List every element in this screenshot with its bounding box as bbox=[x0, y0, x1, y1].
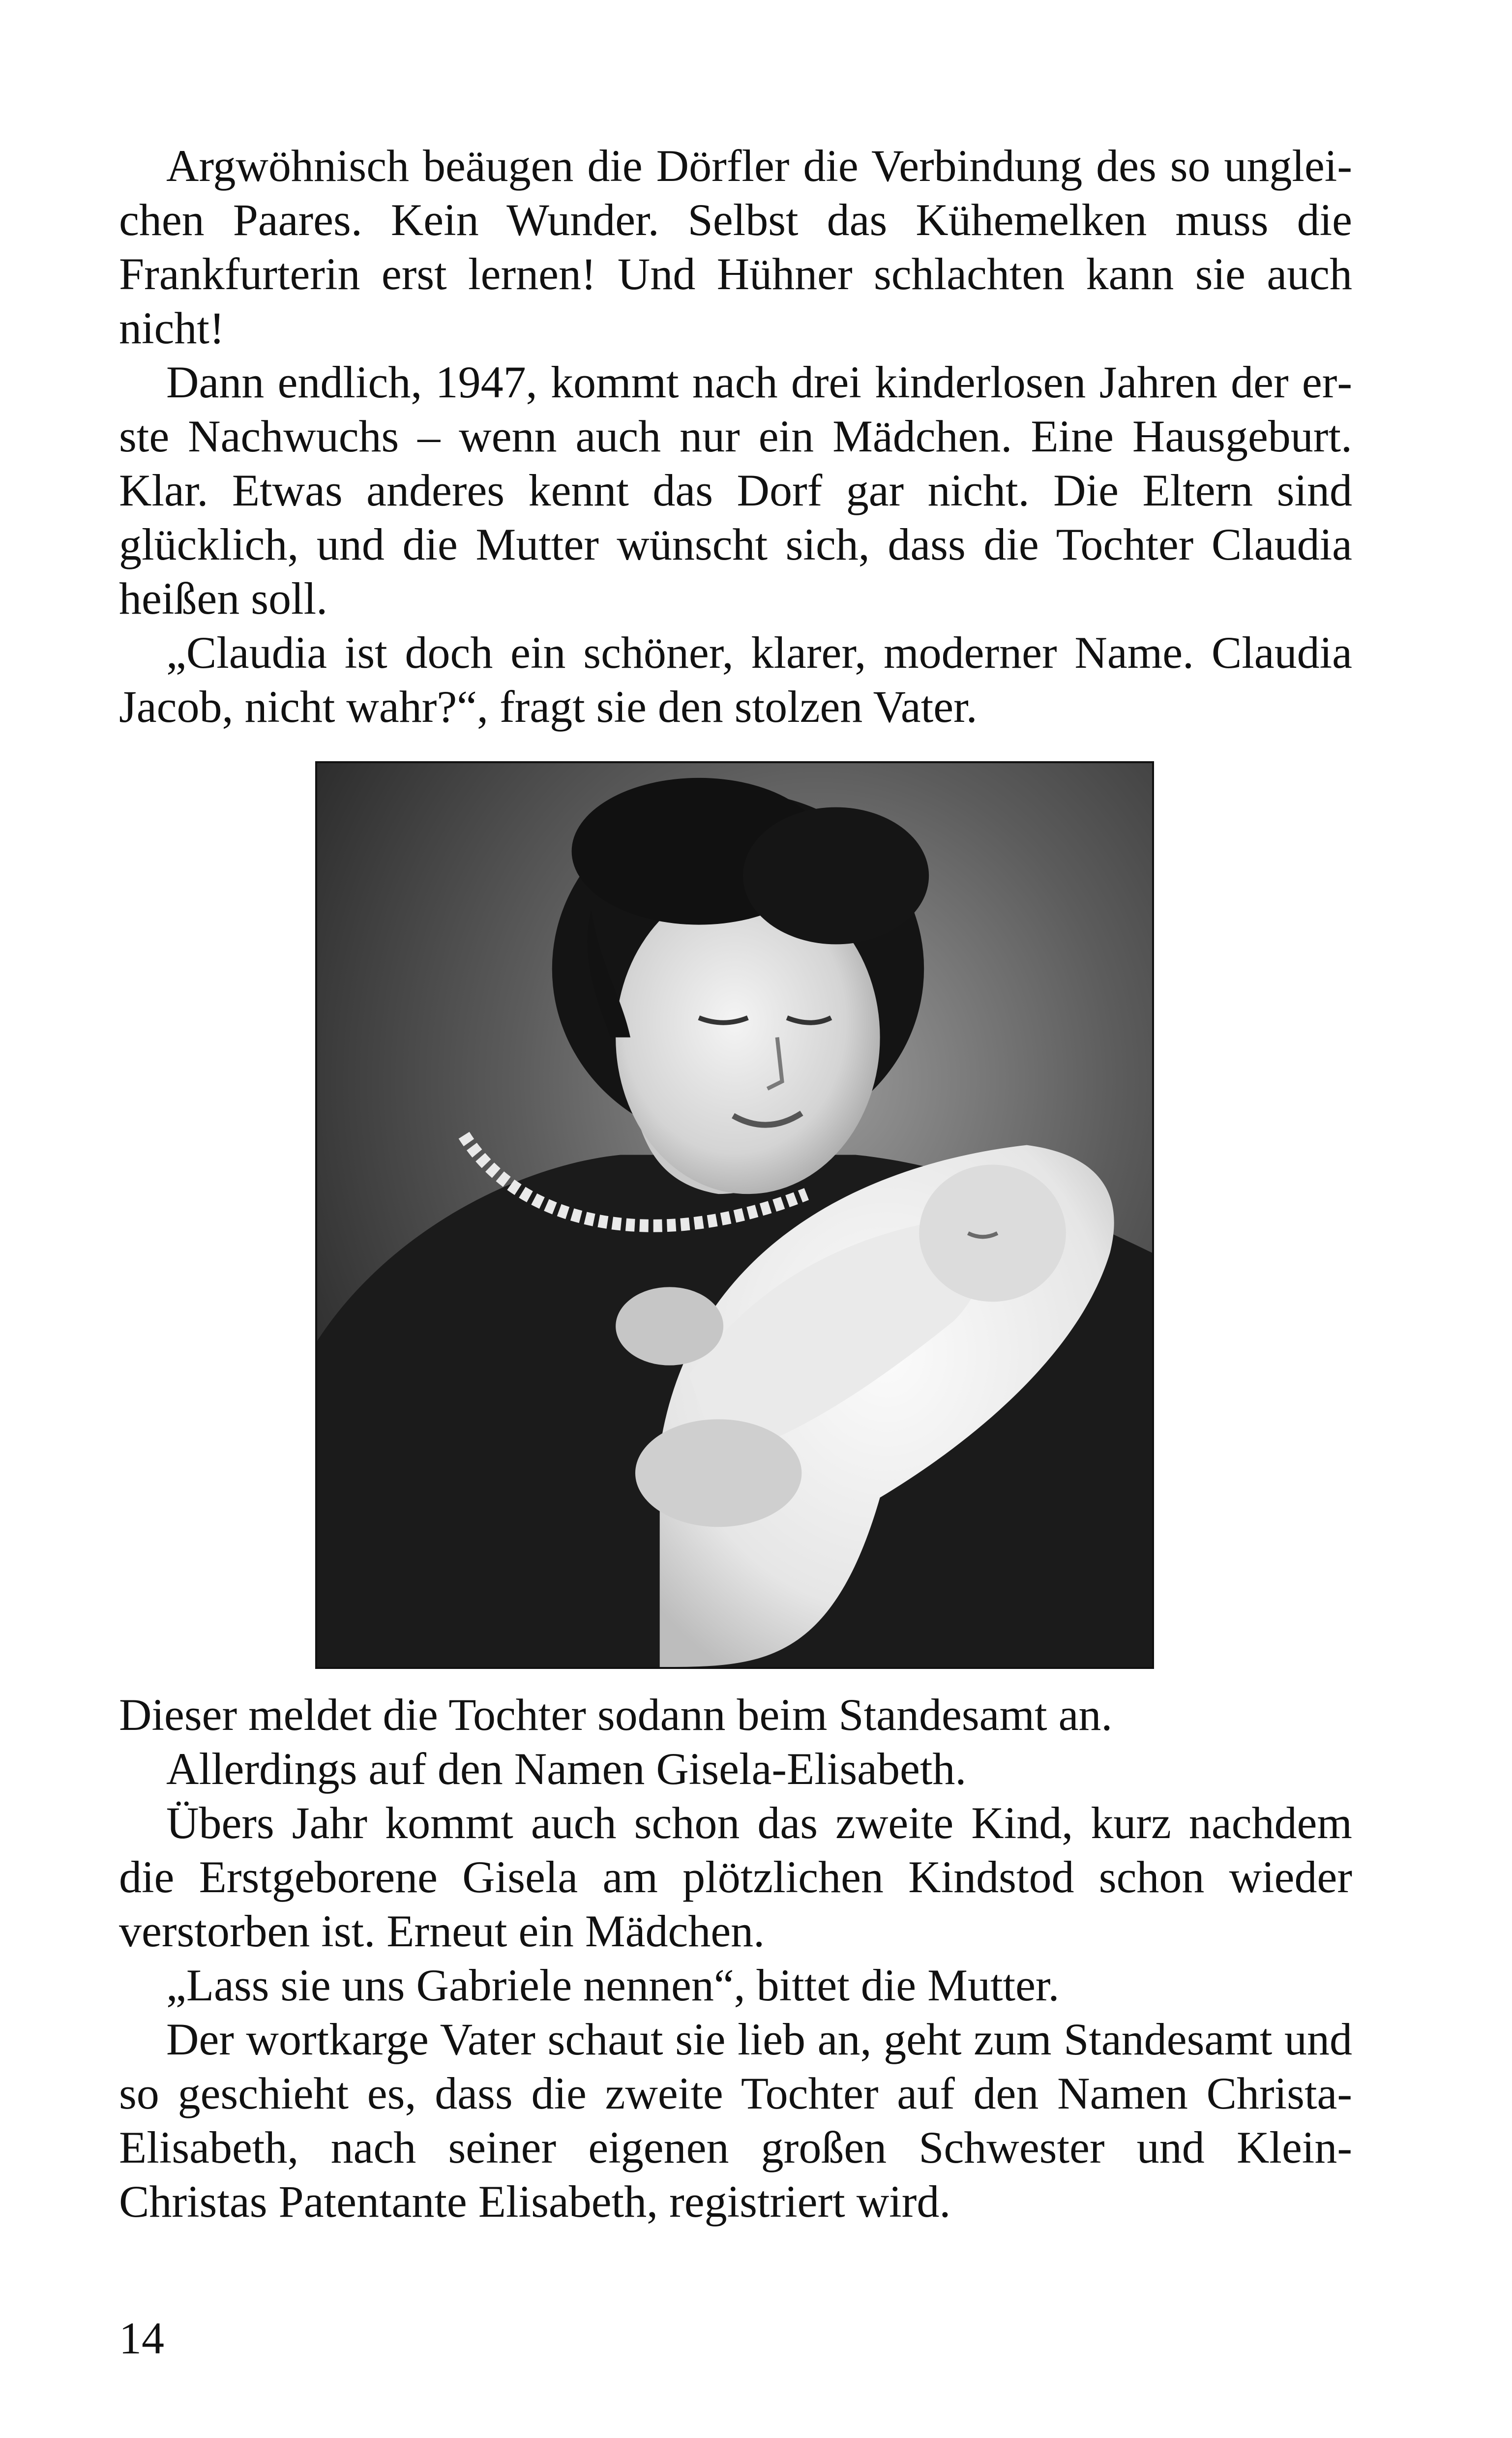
paragraph: Allerdings auf den Namen Gisela-Elisabeth. bbox=[166, 1744, 967, 1794]
bottom-text-block bbox=[119, 1688, 1352, 2229]
paragraph: Argwöhnisch beäugen die Dörfler die Verbindung des so ungleichen Paares. Kein Wunder. Selbst das Kühemelken muss die Frankfurterin erst lernen! Und Hühner schlachten kann sie auch nicht! bbox=[119, 141, 1352, 353]
paragraph: Dieser meldet die Tochter sodann beim Standesamt an. bbox=[119, 1690, 1113, 1740]
photo-mother-with-baby bbox=[315, 761, 1154, 1669]
page-number: 14 bbox=[119, 2313, 164, 2363]
paragraph: „Lass sie uns Gabriele nennen“, bittet die Mutter. bbox=[166, 1960, 1060, 2010]
paragraph: Der wortkarge Vater schaut sie lieb an, geht zum Standesamt und so geschieht es, dass die zweite Tochter auf den Namen Christa-Elisabeth, nach seiner eigenen großen Schwester und Klein-Christas Patentante Elisabeth, registriert wird. bbox=[119, 2014, 1352, 2227]
paragraph: Übers Jahr kommt auch schon das zweite Kind, kurz nachdem die Erstgeborene Gisela am plötzlichen Kindstod schon wieder verstorben ist. Erneut ein Mädchen. bbox=[119, 1798, 1352, 1956]
paragraph: „Claudia ist doch ein schöner, klarer, moderner Name. Claudia Jacob, nicht wahr?“, fragt sie den stolzen Vater. bbox=[119, 627, 1352, 732]
photo-illustration bbox=[317, 763, 1152, 1667]
paragraph: Dann endlich, 1947, kommt nach drei kinderlosen Jahren der erste Nachwuchs – wenn auch nur ein Mädchen. Eine Hausgeburt. Klar. Etwas anderes kennt das Dorf gar nicht. Die Eltern sind glücklich, und die Mutter wünscht sich, dass die Tochter Claudia heißen soll. bbox=[119, 357, 1352, 624]
top-text-block bbox=[119, 139, 1352, 734]
